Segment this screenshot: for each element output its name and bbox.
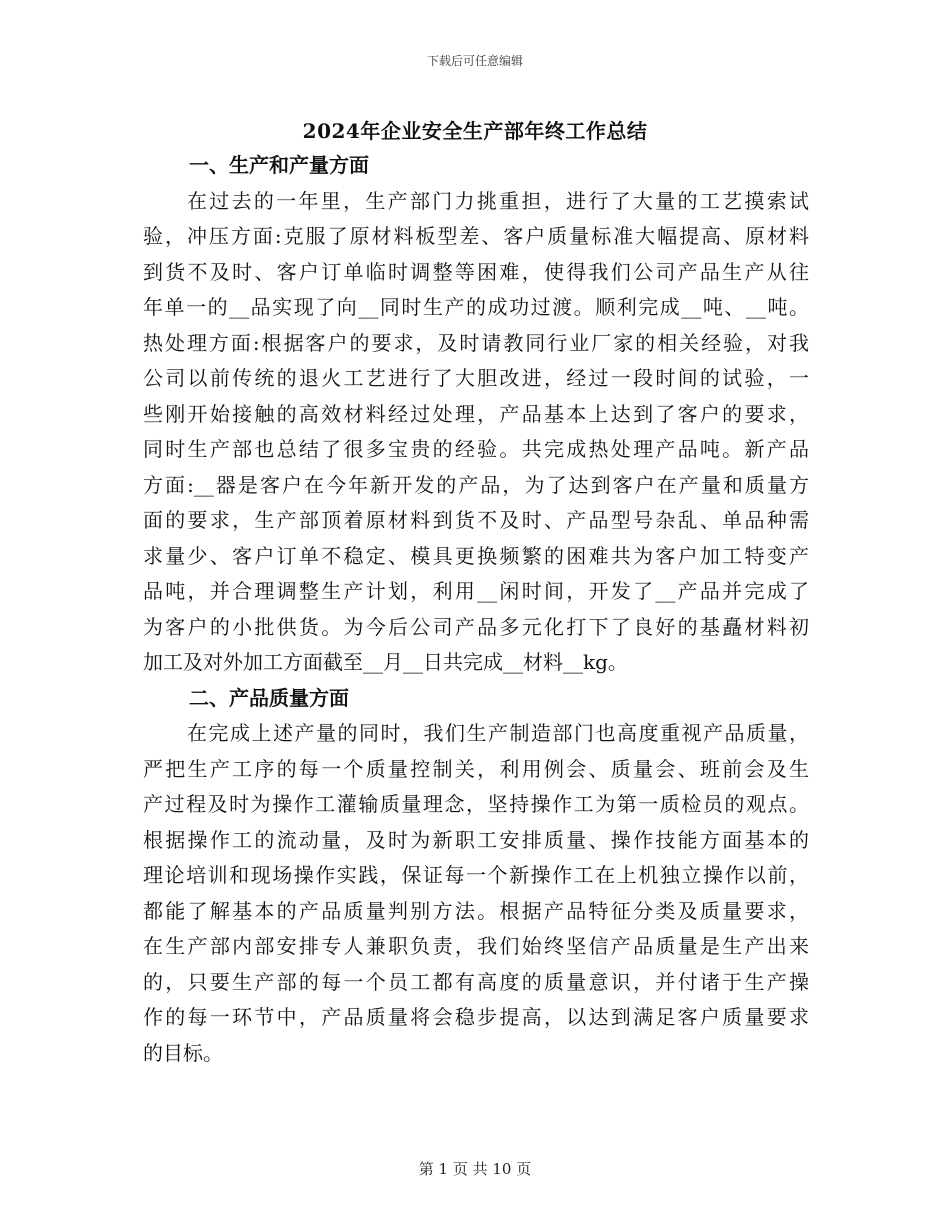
text-line: 产过程及时为操作工灌输质量理念，坚持操作工为第一质检员的观点。 — [143, 792, 809, 816]
section-heading-production: 一、生产和产量方面 — [189, 153, 369, 177]
text-line: 在生产部内部安排专人兼职负责，我们始终坚信产品质量是生产出来 — [143, 934, 809, 958]
section-heading-quality: 二、产品质量方面 — [189, 685, 349, 710]
text-line: 同时生产部也总结了很多宝贵的经验。共完成热处理产品吨。新产品 — [143, 437, 809, 461]
text-line: 年单一的__品实现了向__同时生产的成功过渡。顺利完成__吨、__吨。 — [143, 295, 809, 319]
text-line: 方面:__器是客户在今年新开发的产品，为了达到客户在产量和质量方 — [143, 472, 809, 497]
paragraph-quality — [143, 716, 809, 1071]
text-line: 些刚开始接触的高效材料经过处理，产品基本上达到了客户的要求， — [143, 401, 809, 426]
text-line: 的，只要生产部的每一个员工都有高度的质量意识，并付诸于生产操 — [143, 969, 809, 994]
text-line: 验，冲压方面:克服了原材料板型差、客户质量标准大幅提高、原材料 — [143, 224, 809, 248]
text-line: 根据操作工的流动量，及时为新职工安排质量、操作技能方面基本的 — [143, 827, 809, 852]
text-line: 的目标。 — [143, 1040, 223, 1065]
document-body — [143, 148, 809, 1071]
text-line: 严把生产工序的每一个质量控制关，利用例会、质量会、班前会及生 — [143, 756, 809, 781]
text-line: 求量少、客户订单不稳定、模具更换频繁的困难共为客户加工特变产 — [143, 543, 809, 568]
text-line: 公司以前传统的退火工艺进行了大胆改进，经过一段时间的试验，一 — [143, 366, 809, 390]
text-line: 理论培训和现场操作实践，保证每一个新操作工在上机独立操作以前， — [143, 863, 809, 887]
text-line: 都能了解基本的产品质量判别方法。根据产品特征分类及质量要求， — [143, 898, 809, 923]
document-title: 2024年企业安全生产部年终工作总结 — [302, 119, 648, 143]
paragraph-production — [143, 184, 809, 681]
text-line: 面的要求，生产部顶着原材料到货不及时、产品型号杂乱、单品种需 — [143, 508, 809, 532]
text-line: 在过去的一年里，生产部门力挑重担，进行了大量的工艺摸索试 — [187, 188, 809, 213]
page-number: 第 1 页 共 10 页 — [418, 1160, 532, 1178]
text-line: 为客户的小批供货。为今后公司产品多元化打下了良好的基矗材料初 — [143, 614, 809, 639]
text-line: 作的每一环节中，产品质量将会稳步提高，以达到满足客户质量要求 — [143, 1005, 809, 1029]
text-line: 加工及对外加工方面截至__月__日共完成__材料__kg。 — [143, 650, 628, 674]
text-line: 在完成上述产量的同时，我们生产制造部门也高度重视产品质量， — [187, 721, 809, 745]
text-line: 热处理方面:根据客户的要求，及时请教同行业厂家的相关经验，对我 — [143, 330, 809, 355]
page-header-note: 下载后可任意编辑 — [426, 54, 523, 68]
text-line: 到货不及时、客户订单临时调整等困难，使得我们公司产品生产从往 — [143, 259, 809, 284]
text-line: 品吨，并合理调整生产计划，利用__闲时间，开发了__产品并完成了 — [143, 579, 809, 603]
